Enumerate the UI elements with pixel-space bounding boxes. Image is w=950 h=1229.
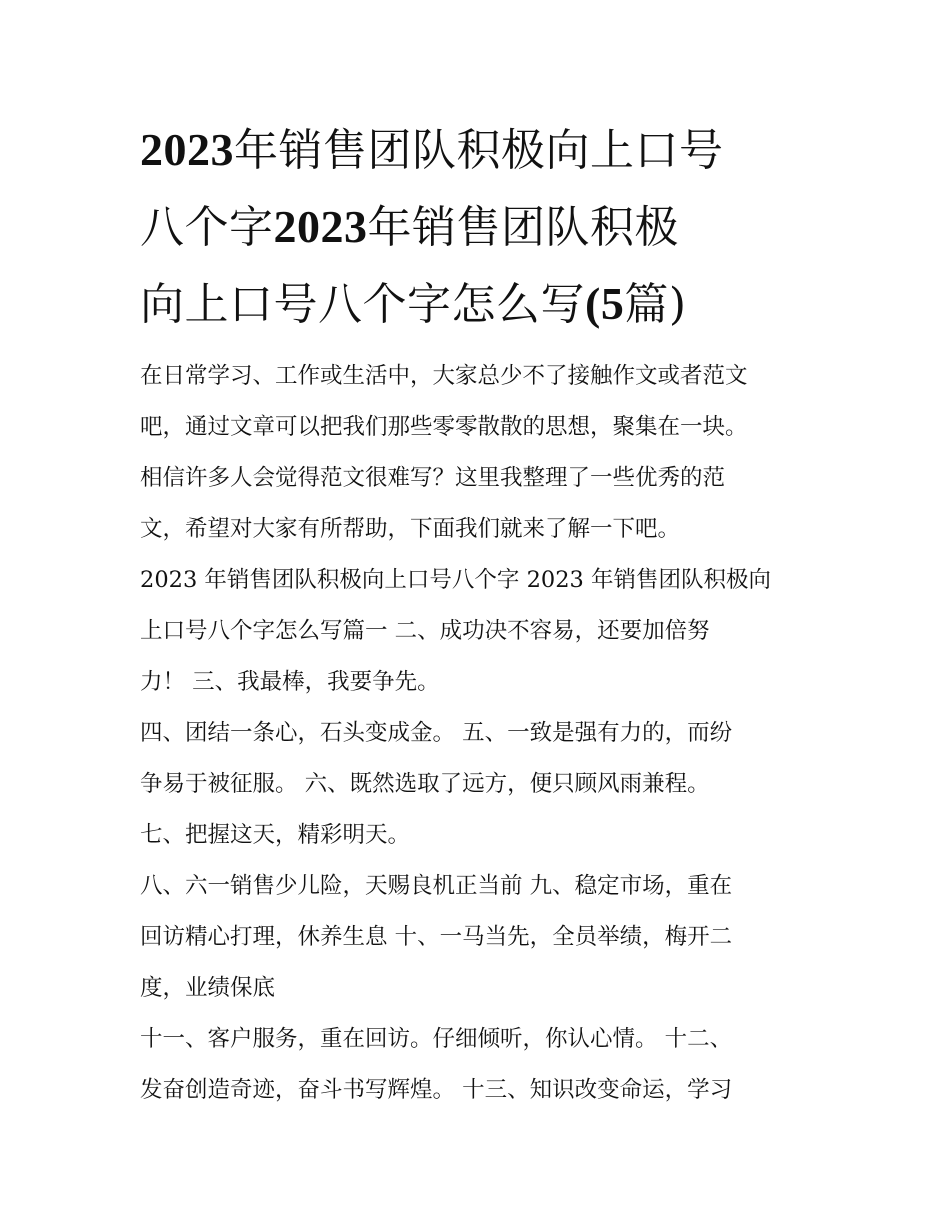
title-number: 2023 — [140, 124, 234, 175]
text-line: 上口号八个字怎么写篇一 二、成功决不容易，还要加倍努 — [140, 618, 710, 644]
title-text: 向上口号八个字怎么写 — [140, 279, 585, 330]
title-text: 年销售团队积极向上口号 — [234, 125, 724, 176]
text-line: 相信许多人会觉得范文很难写？这里我整理了一些优秀的范 — [140, 465, 726, 491]
text-line: 吧，通过文章可以把我们那些零零散散的思想，聚集在一块。 — [140, 414, 748, 440]
text-line: 文，希望对大家有所帮助，下面我们就来了解一下吧。 — [140, 516, 681, 542]
document-body — [140, 351, 820, 1116]
paragraph — [140, 810, 820, 861]
title-text: 篇) — [624, 279, 687, 330]
title-number: (5 — [585, 278, 625, 329]
text-line: 度，业绩保底 — [140, 975, 276, 1001]
text-line: 争易于被征服。 六、既然选取了远方，便只顾风雨兼程。 — [140, 771, 710, 797]
paragraph-intro — [140, 351, 820, 555]
title-number: 2023 — [273, 201, 368, 252]
text-line: 在日常学习、工作或生活中，大家总少不了接触作文或者范文 — [140, 363, 748, 389]
title-line — [140, 266, 820, 343]
document-page — [140, 112, 820, 1116]
paragraph — [140, 861, 820, 1014]
paragraph — [140, 708, 820, 810]
document-title — [140, 112, 820, 343]
text-line: 八、六一销售少儿险，天赐良机正当前 九、稳定市场，重在 — [140, 873, 733, 899]
text-line: 2023 年销售团队积极向上口号八个字 2023 年销售团队积极向 — [140, 567, 771, 593]
text-line: 七、把握这天，精彩明天。 — [140, 822, 411, 848]
paragraph — [140, 555, 820, 708]
text-line: 力！ 三、我最棒，我要争先。 — [140, 669, 440, 695]
title-line — [140, 112, 820, 189]
paragraph — [140, 1014, 820, 1116]
title-line — [140, 189, 820, 266]
text-line: 回访精心打理，休养生息 十、一马当先，全员举绩，梅开二 — [140, 924, 733, 950]
title-text: 年销售团队积极 — [367, 202, 679, 253]
text-line: 发奋创造奇迹，奋斗书写辉煌。 十三、知识改变命运，学习 — [140, 1077, 733, 1103]
title-text: 八个字 — [140, 202, 274, 253]
text-line: 四、团结一条心，石头变成金。 五、一致是强有力的，而纷 — [140, 720, 733, 746]
text-line: 十一、客户服务，重在回访。仔细倾听，你认心情。 十二、 — [140, 1026, 733, 1052]
